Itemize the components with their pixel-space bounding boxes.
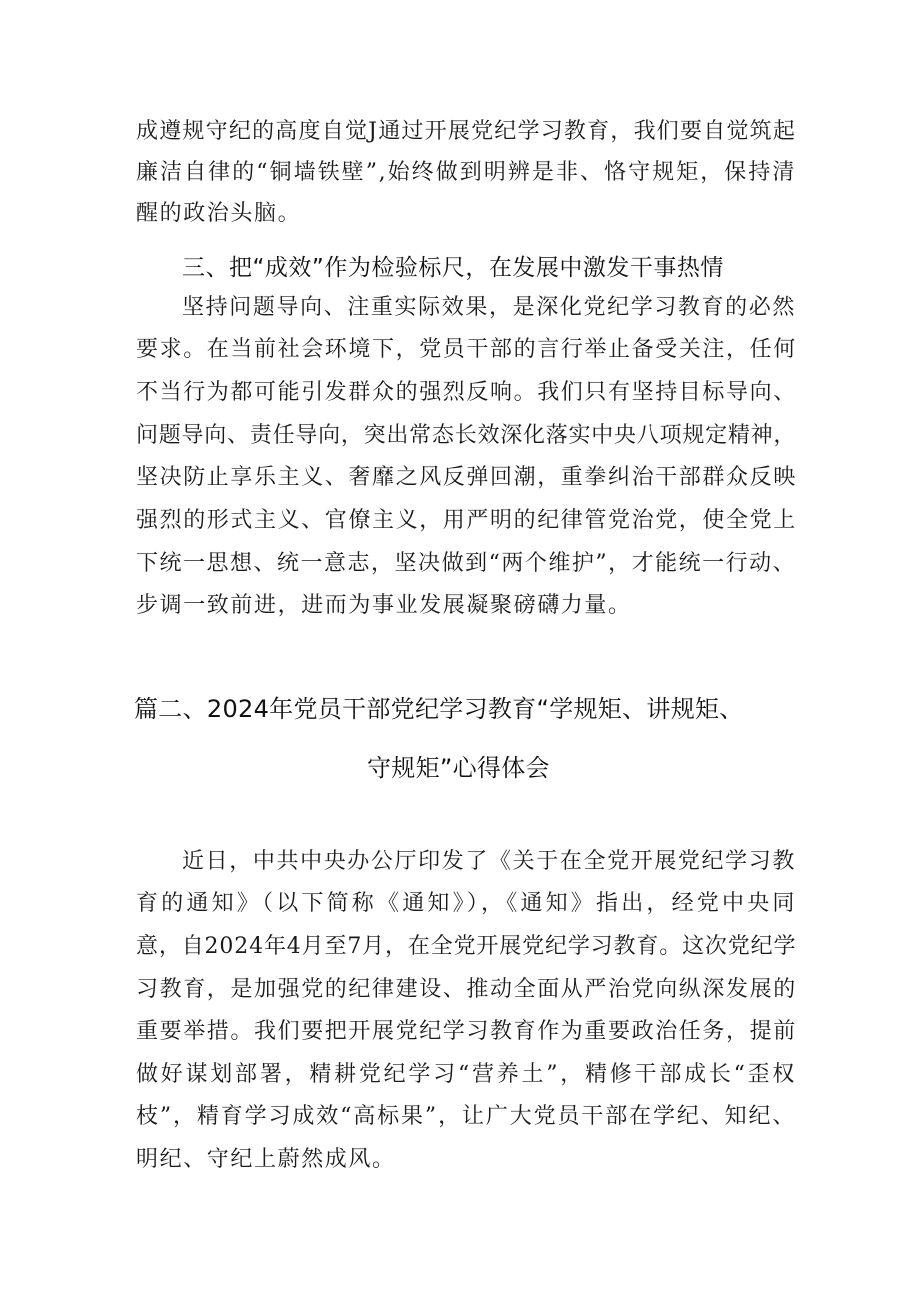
article-two-line-7: 枝”，精育学习成效“高标果”，让广大党员干部在学纪、知纪、 [136,1104,796,1129]
article-two-title-line-1: 篇二、2024年党员干部党纪学习教育“学规矩、讲规矩、 [134,695,744,723]
section-three-line-5: 坚决防止享乐主义、奢靡之风反弹回潮，重拳纠治干部群众反映 [136,465,797,490]
section-three-line-6: 强烈的形式主义、官僚主义，用严明的纪律管党治党，使全党上 [136,508,797,533]
article-two-line-4: 习教育，是加强党的纪律建设、推动全面从严治党向纵深发展的 [136,977,797,1002]
article-two-line-6: 做好谋划部署，精耕党纪学习“营养土”，精修干部成长“歪权 [136,1062,796,1087]
intro-line-3: 醒的政治头脑。 [136,201,302,226]
article-two-line-2: 育的通知》（以下简称《通知》），《通知》指出，经党中央同 [136,891,796,916]
section-three-line-7: 下统一思想、统一意志，坚决做到“两个维护”，才能统一行动、 [136,551,796,576]
article-two-line-8: 明纪、守纪上蔚然成风。 [136,1147,396,1172]
article-two-title-line-2: 守规矩”心得体会 [367,754,550,782]
section-three-line-1: 坚持问题导向、注重实际效果，是深化党纪学习教育的必然 [182,295,796,320]
section-three-line-2: 要求。在当前社会环境下，党员干部的言行举止备受关注，任何 [136,337,797,362]
intro-line-1: 成遵规守纪的高度自觉J通过开展党纪学习教育，我们要自觉筑起 [136,119,796,144]
section-three-line-4: 问题导向、责任导向，突出常态长效深化落实中央八项规定精神， [136,423,796,448]
article-two-line-1: 近日，中共中央办公厅印发了《关于在全党开展党纪学习教 [182,849,796,874]
article-two-line-5: 重要举措。我们要把开展党纪学习教育作为重要政治任务，提前 [136,1019,797,1044]
section-three-line-3: 不当行为都可能引发群众的强烈反响。我们只有坚持目标导向、 [136,380,797,405]
section-three-heading: 三、把“成效”作为检验标尺，在发展中激发干事热情 [182,255,724,281]
intro-line-2: 廉洁自律的“铜墙铁壁”,始终做到明辨是非、恪守规矩，保持清 [136,160,796,185]
article-two-line-3: 意，自2024年4月至7月，在全党开展党纪学习教育。这次党纪学 [136,934,797,959]
section-three-line-8: 步调一致前进，进而为事业发展凝聚磅礴力量。 [136,593,632,618]
